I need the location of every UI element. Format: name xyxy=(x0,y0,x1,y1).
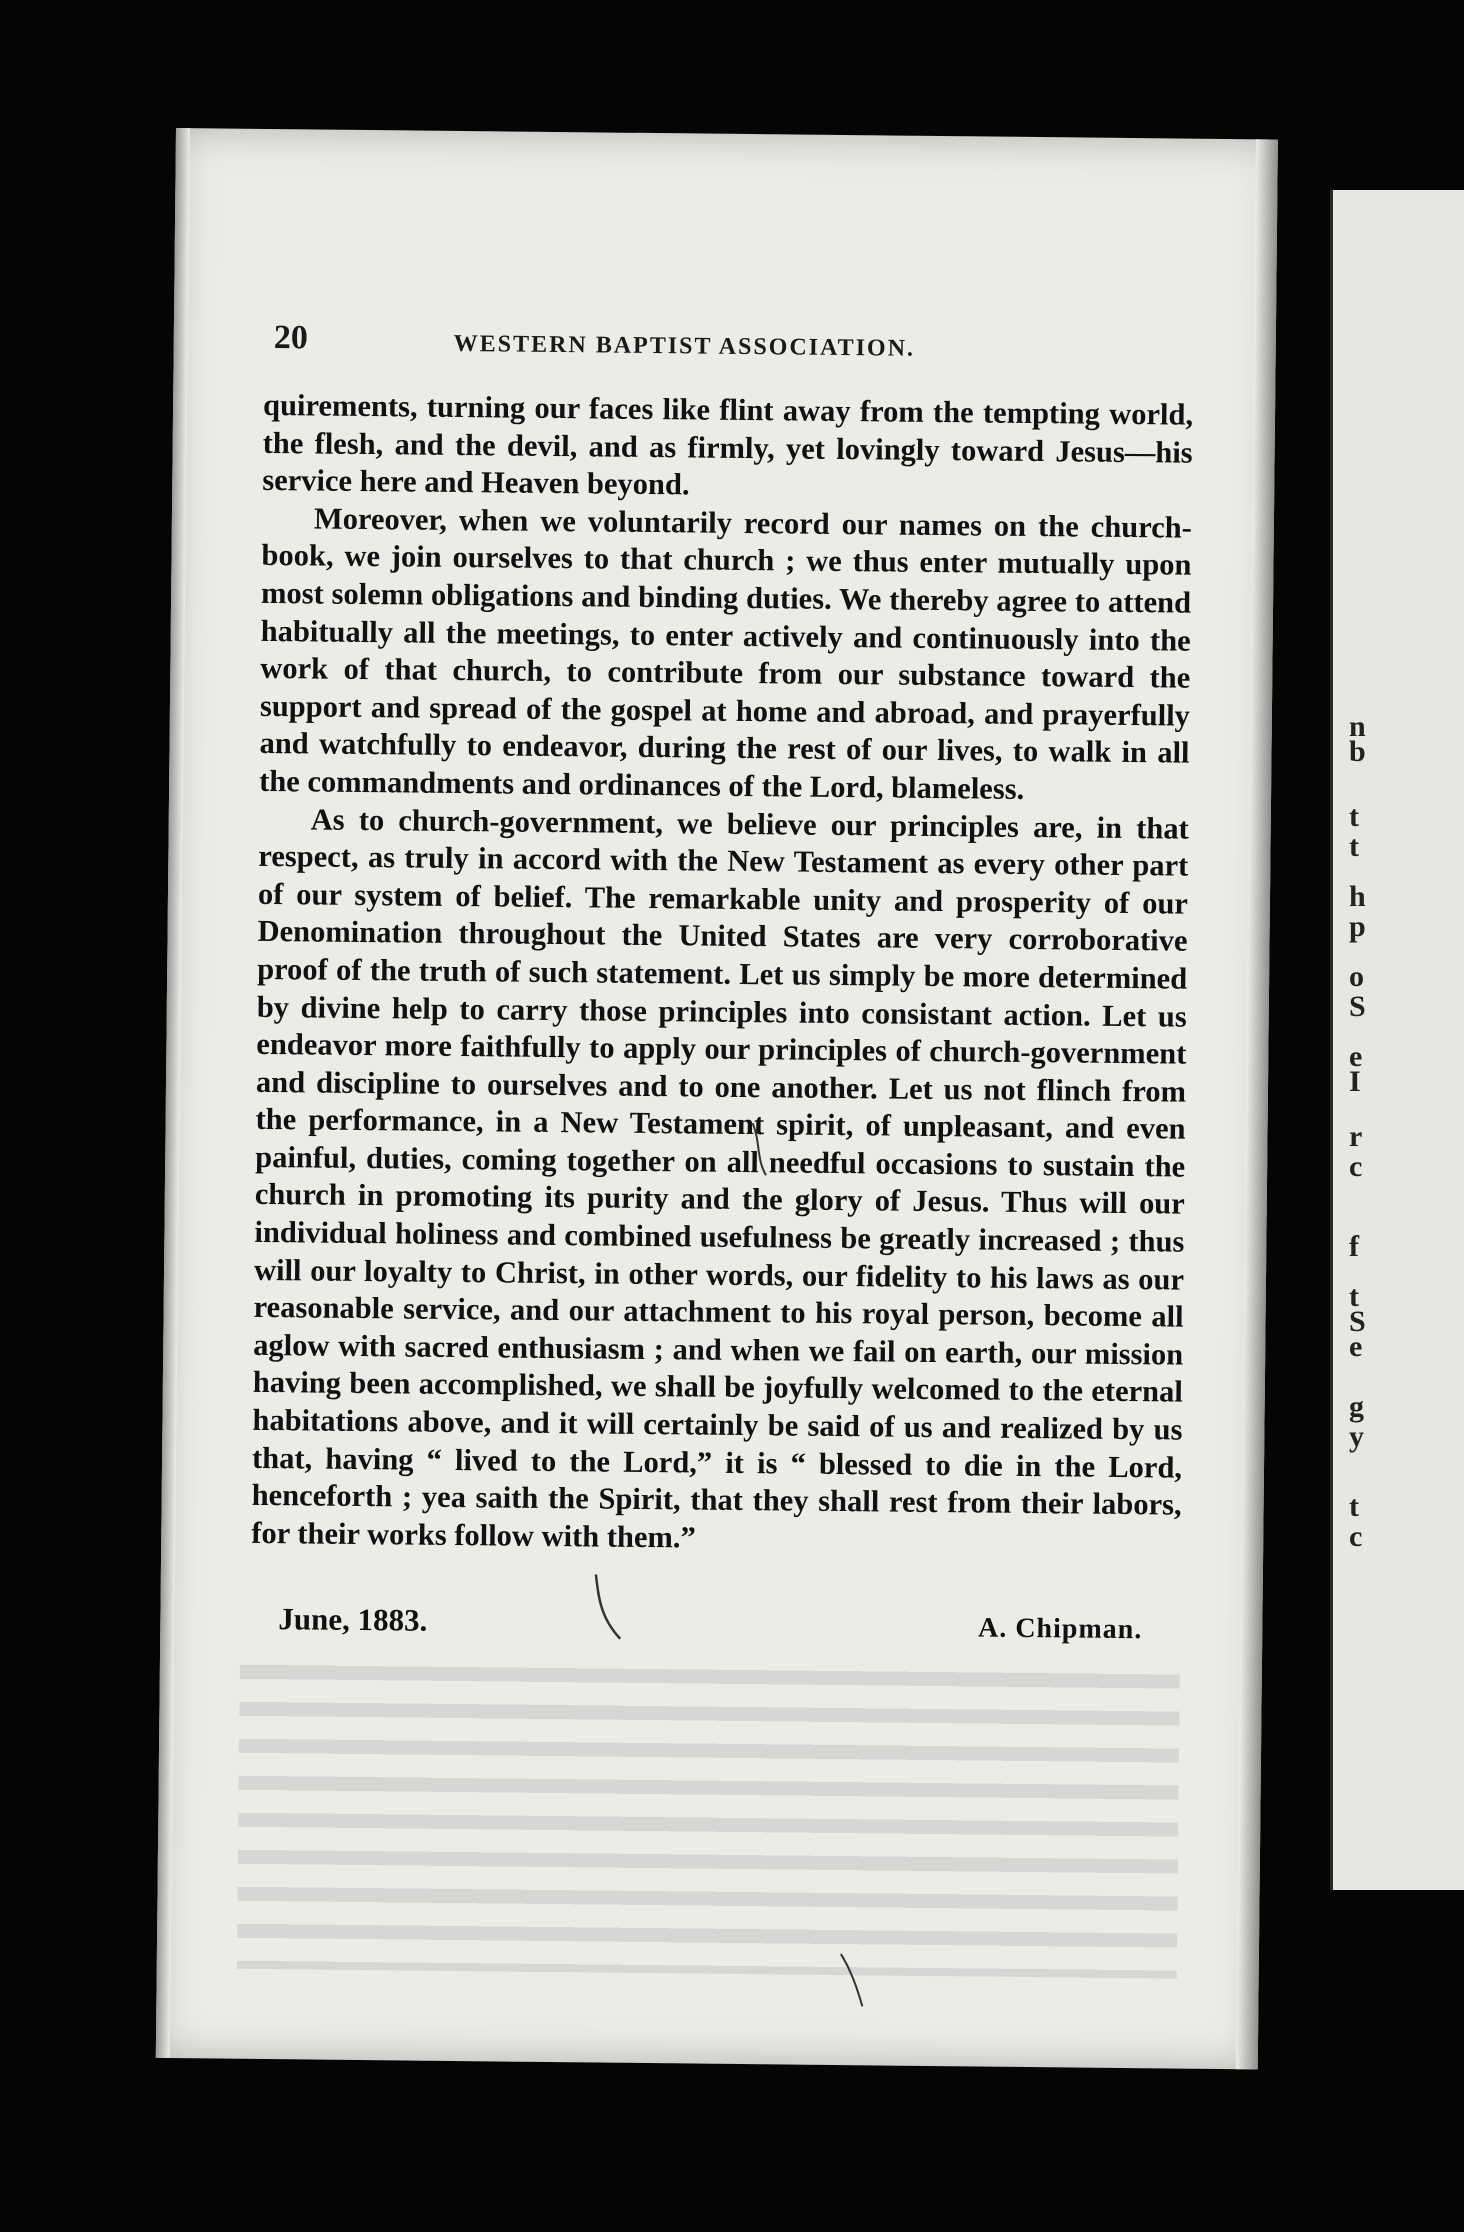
facing-page-fragment: o xyxy=(1349,960,1364,993)
facing-page-fragment: n xyxy=(1349,710,1366,743)
facing-page-fragment: f xyxy=(1349,1230,1359,1263)
paragraph-continuation: quirements, turning our faces like flint away from the tempting world, the flesh, and the devil, and as firmly, yet lovingly toward Jesus—his service here and Heaven beyond. xyxy=(262,387,1194,502)
facing-page-fragment: h xyxy=(1349,880,1366,913)
paragraph-church-book: Moreover, when we voluntarily record our names on the church-book, we join ourselves to that church ; we thus enter mutually upon most solemn obligations and binding duties. We thereby agree to attend habitually all the meetings, to enter actively and continuously into the work of that church, to contribute from our substance toward the support and spread of the gospel at home and abroad, and prayerfully and watchfully to endeavor, during the rest of our lives, to walk in all the commandments and ordinances of the Lord, blameless. xyxy=(258,501,1193,806)
pencil-mark-icon xyxy=(750,1119,771,1179)
facing-page-fragment: t xyxy=(1349,830,1359,863)
facing-page-fragment: b xyxy=(1349,735,1366,768)
page-number: 20 xyxy=(273,319,309,357)
facing-page-fragment: c xyxy=(1349,1150,1363,1183)
facing-page-fragment: t xyxy=(1349,1280,1359,1313)
pencil-mark-icon xyxy=(590,1572,631,1642)
facing-page-fragment: I xyxy=(1349,1065,1361,1098)
facing-page xyxy=(1330,190,1464,1890)
show-through-text xyxy=(237,1649,1180,1979)
pencil-mark-icon xyxy=(836,1950,867,2010)
facing-page-fragment: y xyxy=(1349,1420,1364,1453)
date: June, 1883. xyxy=(278,1601,428,1638)
signature-line xyxy=(278,1601,1178,1654)
paragraph-church-government: As to church-government, we believe our principles are, in that respect, as truly in accord with the New Testament as every other part of our system of belief. The remarkable unity and prosperity of our Denomination throughout the United States are very corroborative proof of the truth of such statement. Let us simply be more determined by divine help to carry those principles into consistant action. Let us endeavor more faithfully to apply our principles of church-government and discipline to ourselves and to one another. Let us not flinch from the performance, in a New Testament spirit, of unpleasant, and even painful, duties, coming together on all needful occasions to sustain the church in promoting its purity and the glory of Jesus. Thus will our individual holiness and combined usefulness be greatly increased ; thus will our loyalty to Christ, in other words, our fidelity to his laws as our reasonable service, and our attachment to his royal person, become all aglow with sacred enthusiasm ; and when we fail on earth, our mission having been accomplished, we shall be joyfully welcomed to the eternal habitations above, and it will certainly be said of us and realized by us that, having “ lived to the Lord,” it is “ blessed to die in the Lord, henceforth ; yea saith the Spirit, that they shall rest from their labors, for their works follow with them.” xyxy=(251,801,1189,1555)
facing-page-fragment: c xyxy=(1349,1520,1363,1553)
body-text xyxy=(251,387,1193,1562)
running-title: WESTERN BAPTIST ASSOCIATION. xyxy=(453,330,916,362)
facing-page-fragment: e xyxy=(1349,1040,1363,1073)
running-head xyxy=(273,319,1233,379)
facing-page-fragment: t xyxy=(1349,1490,1359,1523)
facing-page-fragment: t xyxy=(1349,800,1359,833)
facing-page-fragment: g xyxy=(1349,1390,1364,1423)
facing-page-fragment: e xyxy=(1349,1330,1363,1363)
book-page xyxy=(156,128,1278,2069)
facing-page-fragment: S xyxy=(1349,990,1366,1023)
facing-page-fragment: S xyxy=(1349,1305,1366,1338)
facing-page-fragment: r xyxy=(1349,1120,1363,1153)
facing-page-fragment: p xyxy=(1349,910,1366,943)
author-signature: A. Chipman. xyxy=(977,1612,1143,1646)
